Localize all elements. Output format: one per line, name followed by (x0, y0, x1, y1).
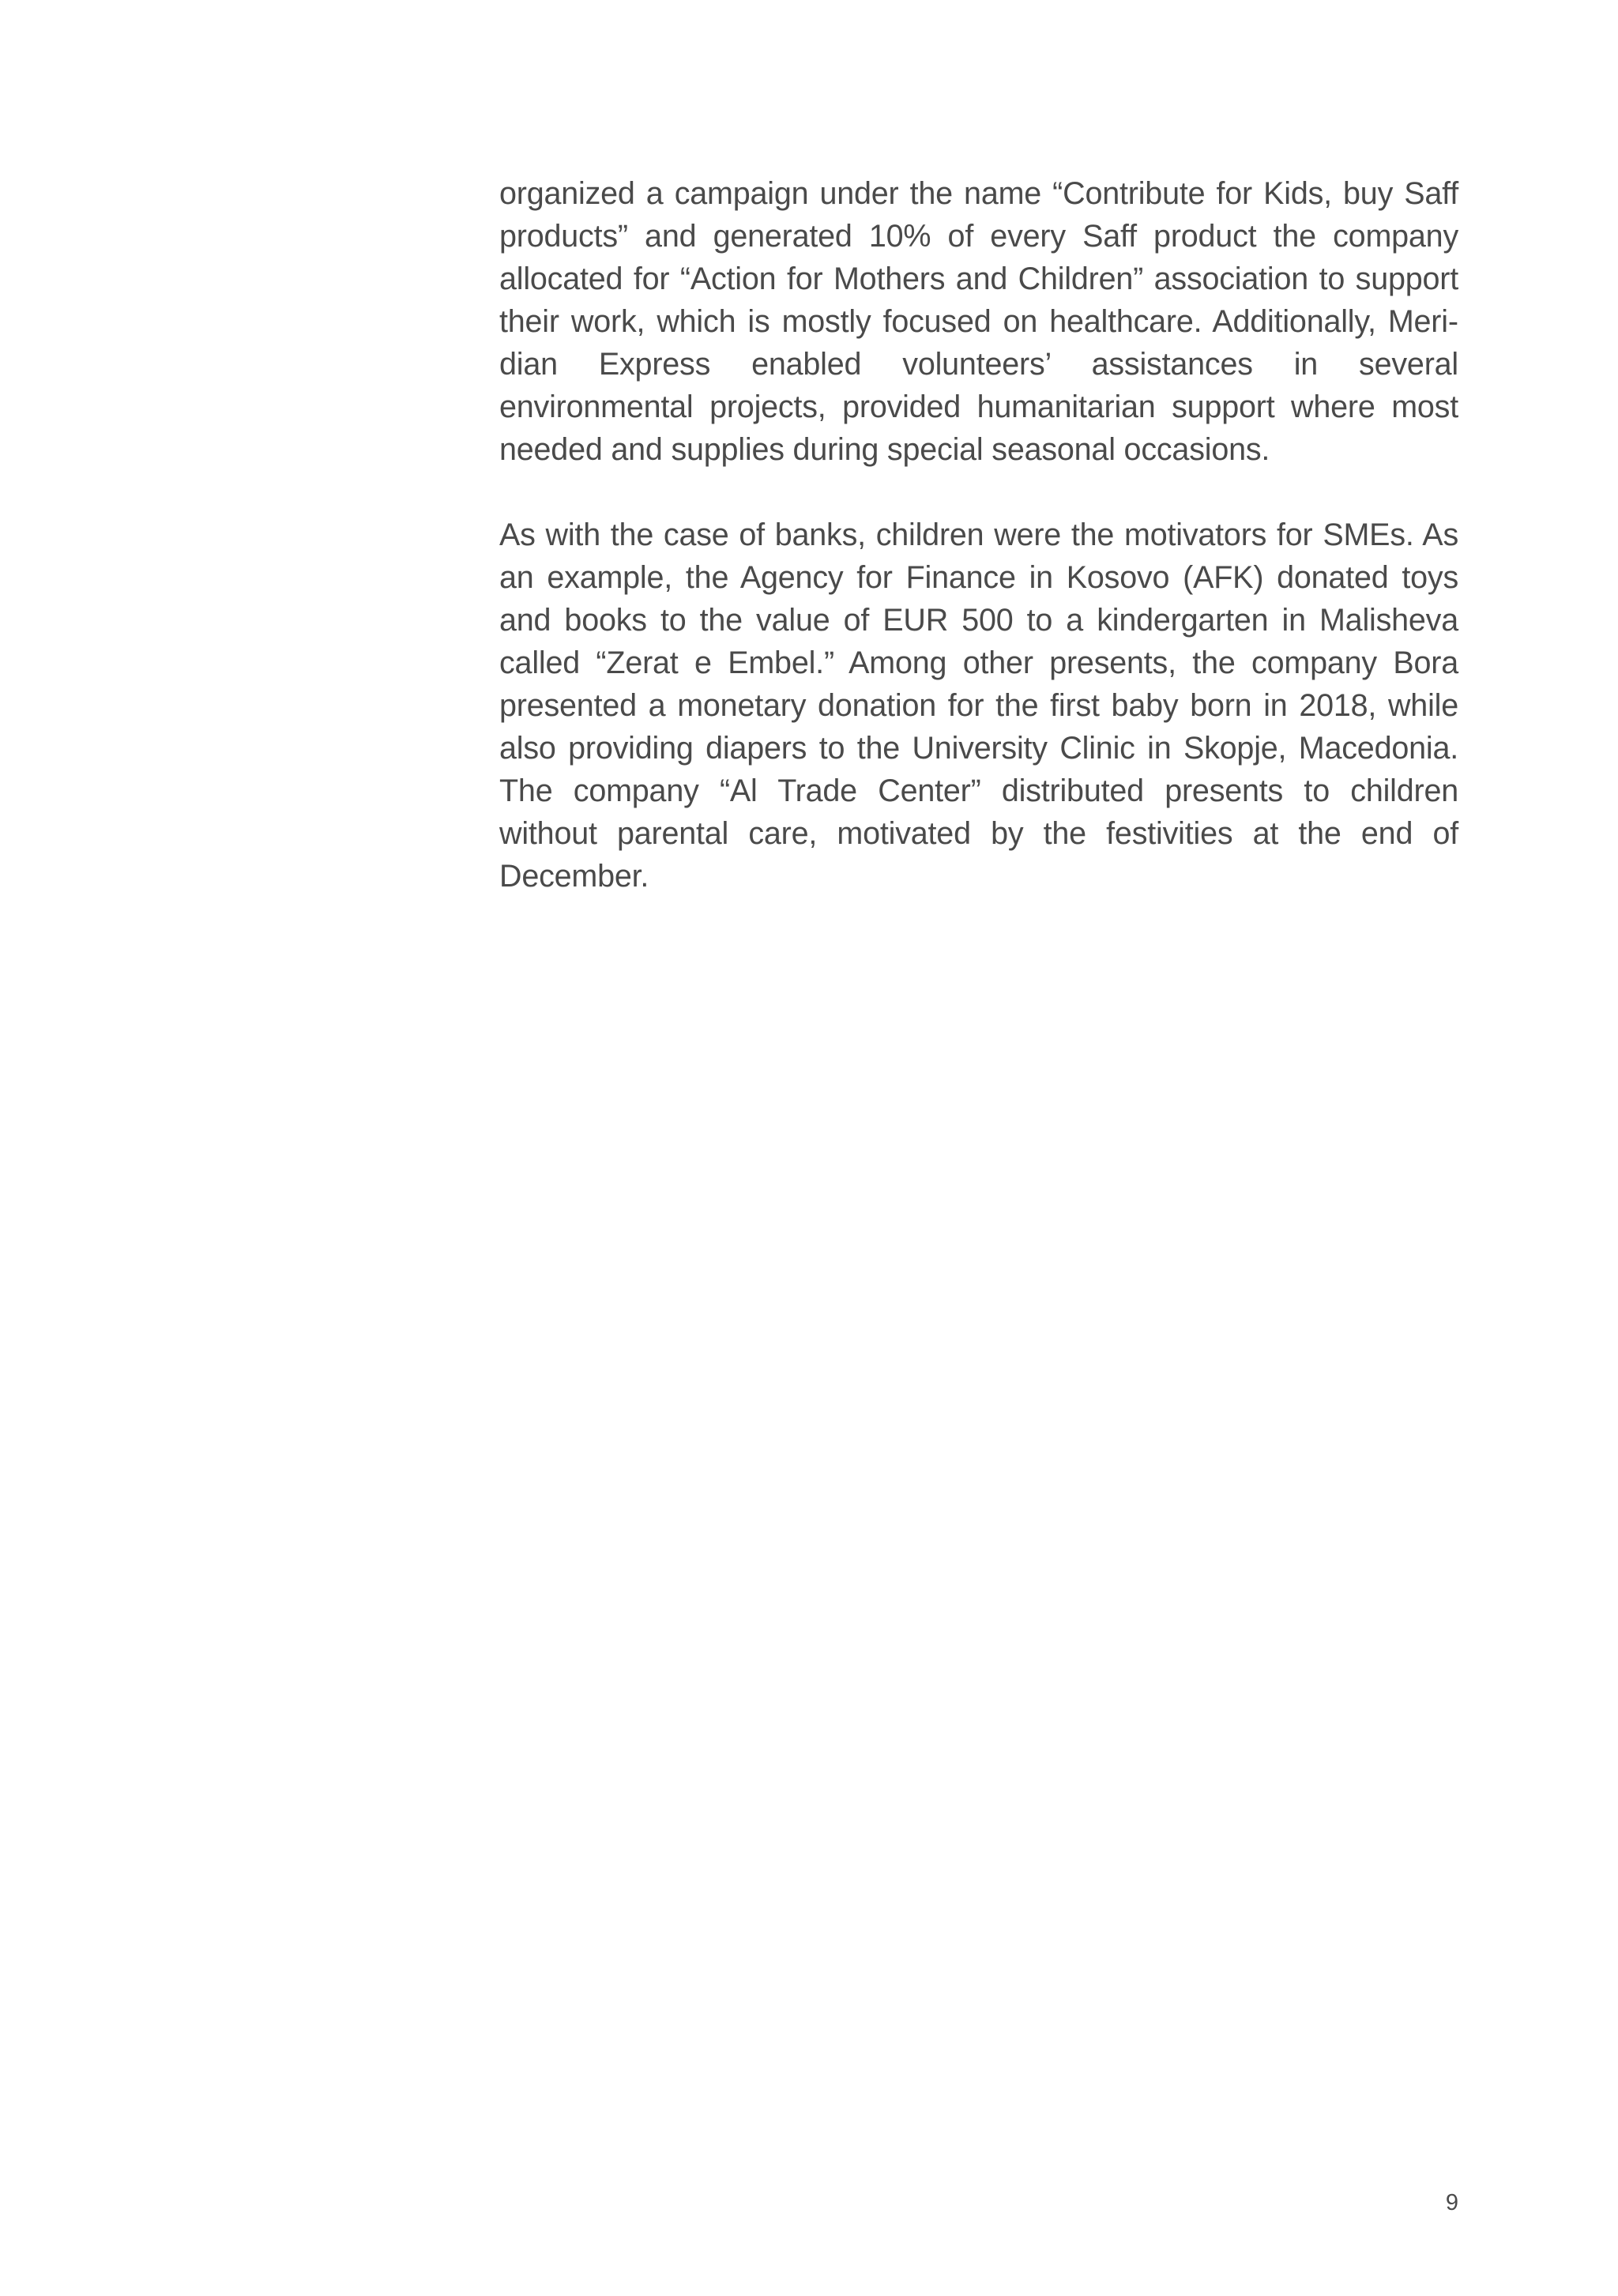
paragraph-2: As with the case of banks, children were the motivators for SMEs. As an example, the Agency for Finance in Kosovo (AFK) donated toys and books to the value of EUR 500 to a kindergarten in Malisheva called “Zerat e Embel.” Among other presents, the company Bora presented a monetary donation for the first baby born in 2018, while also providing diapers to the University Clinic in Skopje, Macedonia. The company “Al Trade Center” distributed presents to children without parental care, motivated by the festivities at the end of December. (499, 518, 1458, 894)
body-text (499, 172, 1458, 898)
paragraph-1: organized a campaign under the name “Contribute for Kids, buy Saff products” and generated 10% of every Saff product the company allocated for “Action for Mothers and Children” association to support their work, which is mostly focused on healthcare. Additionally, Meridian Express enabled volunteers’ assistances in several environmental projects, provided humanitarian support where most needed and supplies during special seasonal occasions. (499, 176, 1458, 467)
page-number: 9 (1445, 2190, 1458, 2215)
